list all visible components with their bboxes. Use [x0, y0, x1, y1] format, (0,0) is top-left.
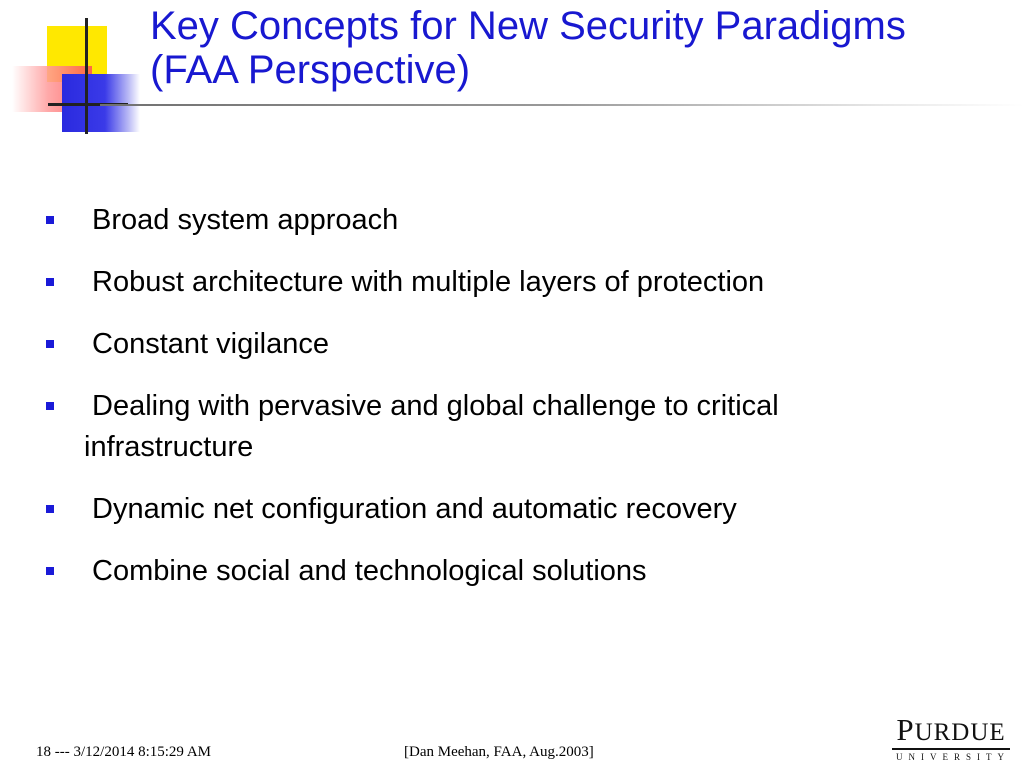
logo-rule — [892, 748, 1010, 750]
university-label: UNIVERSITY — [896, 752, 1010, 762]
bullet-item — [46, 489, 946, 530]
square-bullet-icon — [46, 216, 54, 224]
bullet-text: Dealing with pervasive and global challenge to critical infrastructure — [84, 390, 779, 463]
purdue-rest: URDUE — [914, 719, 1006, 746]
title-divider — [100, 104, 1024, 106]
footer-citation: [Dan Meehan, FAA, Aug.2003] — [404, 744, 594, 760]
square-bullet-icon — [46, 278, 54, 286]
bullet-text: Robust architecture with multiple layers of protection — [92, 266, 765, 298]
decorative-squares — [0, 0, 150, 140]
square-bullet-icon — [46, 505, 54, 513]
vertical-line — [85, 18, 88, 134]
bullet-item — [46, 200, 946, 241]
square-bullet-icon — [46, 402, 54, 410]
square-bullet-icon — [46, 340, 54, 348]
bullet-item — [46, 551, 946, 592]
title-line-2: (FAA Perspective) — [150, 48, 471, 92]
bullet-list — [46, 200, 946, 613]
purdue-wordmark — [888, 712, 1014, 747]
purdue-logo — [888, 712, 1014, 762]
bullet-text: Combine social and technological solutions — [92, 555, 647, 587]
bullet-item — [46, 386, 946, 468]
purdue-initial: P — [896, 712, 915, 747]
bullet-text: Dynamic net configuration and automatic recovery — [92, 493, 737, 525]
bullet-item — [46, 324, 946, 365]
footer-slide-number-date: 18 --- 3/12/2014 8:15:29 AM — [36, 744, 211, 760]
square-bullet-icon — [46, 567, 54, 575]
bullet-text: Broad system approach — [92, 204, 399, 236]
title-line-1: Key Concepts for New Security Paradigms — [150, 4, 906, 48]
slide-title — [150, 4, 1020, 92]
bullet-text: Constant vigilance — [92, 328, 329, 360]
bullet-item — [46, 262, 946, 303]
